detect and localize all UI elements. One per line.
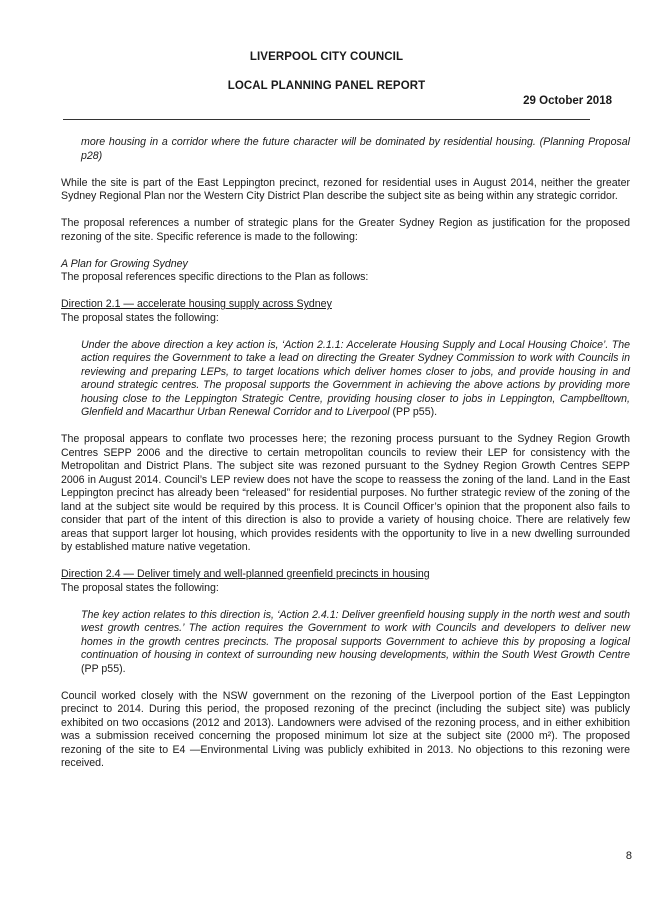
direction-2-4-heading-text: Direction 2.4 — Deliver timely and well-planned greenfield precincts in housing: [61, 568, 430, 580]
direction-2-4-heading: [61, 568, 630, 582]
paragraph-strategic-plans: The proposal references a number of strategic plans for the Greater Sydney Region as justification for the proposed rezoning of the site. Specific reference is made to the following:: [61, 217, 630, 243]
direction-2-1-heading-text: Direction 2.1 — accelerate housing supply across Sydney: [61, 298, 332, 310]
page-number: 8: [625, 850, 632, 862]
council-name: LIVERPOOL CITY COUNCIL: [249, 51, 404, 63]
paragraph-conflate-processes: The proposal appears to conflate two processes here; the rezoning process pursuant to the Sydney Region Growth Centres SEPP 2006 and the directive to certain metropolitan councils to review their LEP for consistency with the Metropolitan and District Plans. The subject site was rezoned pursuant to the Sydney Region Growth Centres SEPP 2006 in August 2014. Council’s LEP review does not have the scope to reassess the zoning of the land. Land in the East Leppington precinct has already been “released” for residential purposes. No further strategic review of the zoning of the land at the subject site would be required by this process. It is Council Officer’s opinion that the proponent also fails to consider that part of the intent of this direction is also to provide a variety of housing choice. There are relatively few areas that support larger lot housing, which provides residents with the opportunity to live in a new dwelling surrounded by established mature native vegetation.: [61, 433, 630, 553]
paragraph-council-rezoning: Council worked closely with the NSW government on the rezoning of the Liverpool portion of the East Leppington precinct to 2014. During this period, the proposed rezoning of the precinct (including the subject site) was publicly exhibited on two occasions (2012 and 2013). Landowners were advised of the rezoning process, and in either exhibition was a submission received concerning the proposed minimum lot size at the subject site (2000 m²). The proposed rezoning of the site to E4 —Environmental Living was publicly exhibited in 2013. No objections to this rezoning were received.: [61, 689, 630, 769]
direction-2-1-intro: The proposal states the following:: [61, 311, 219, 324]
report-date: 29 October 2018: [523, 95, 612, 107]
quote-continued: more housing in a corridor where the future character will be dominated by residential housing. (Planning Proposal p28): [81, 136, 630, 162]
quote-direction-2-4: [61, 609, 630, 677]
quote-direction-2-1: [61, 339, 630, 420]
quote-direction-2-1-ref: (PP p55).: [389, 406, 438, 418]
report-body: [61, 136, 630, 784]
plan-heading: A Plan for Growing Sydney: [61, 257, 188, 270]
direction-2-1-heading: [61, 298, 630, 312]
quote-direction-2-4-ref: (PP p55).: [81, 662, 126, 675]
plan-intro: The proposal references specific directions to the Plan as follows:: [61, 271, 369, 283]
paragraph-site-context: While the site is part of the East Leppington precinct, rezoned for residential uses in August 2014, neither the greater Sydney Regional Plan nor the Western City District Plan describe the subject site as being within any strategic corridor.: [61, 176, 630, 202]
report-title: LOCAL PLANNING PANEL REPORT: [227, 80, 426, 92]
header-divider: [63, 119, 590, 120]
quote-direction-2-1-text: Under the above direction a key action is, ‘Action 2.1.1: Accelerate Housing Supply and Local Housing Choice’. The action requires the Government to take a lead on directing the Greater Sydney Commission to work with Councils in reviewing and preparing LEPs, to target locations which deliver homes closer to jobs, and provide housing in and around strategic centres. The proposal supports the Government in achieving the above actions by providing more housing close to the Leppington Strategic Centre, providing housing closer to jobs in Leppington, Campbelltown, Glenfield and Macarthur Urban Renewal Corridor and to Liverpool: [81, 338, 630, 418]
direction-2-4-intro: The proposal states the following:: [61, 581, 219, 594]
quote-direction-2-4-text: The key action relates to this direction is, ‘Action 2.4.1: Deliver greenfield housing supply in the north west and south west growth centres.’ The action requires the Government to work with Councils and developers to deliver new homes in the growth centres precincts. The proposal supports Government to achieve this by proposing a logical continuation of housing in context of surrounding new housing developments, within the South West Growth Centre: [81, 608, 630, 661]
